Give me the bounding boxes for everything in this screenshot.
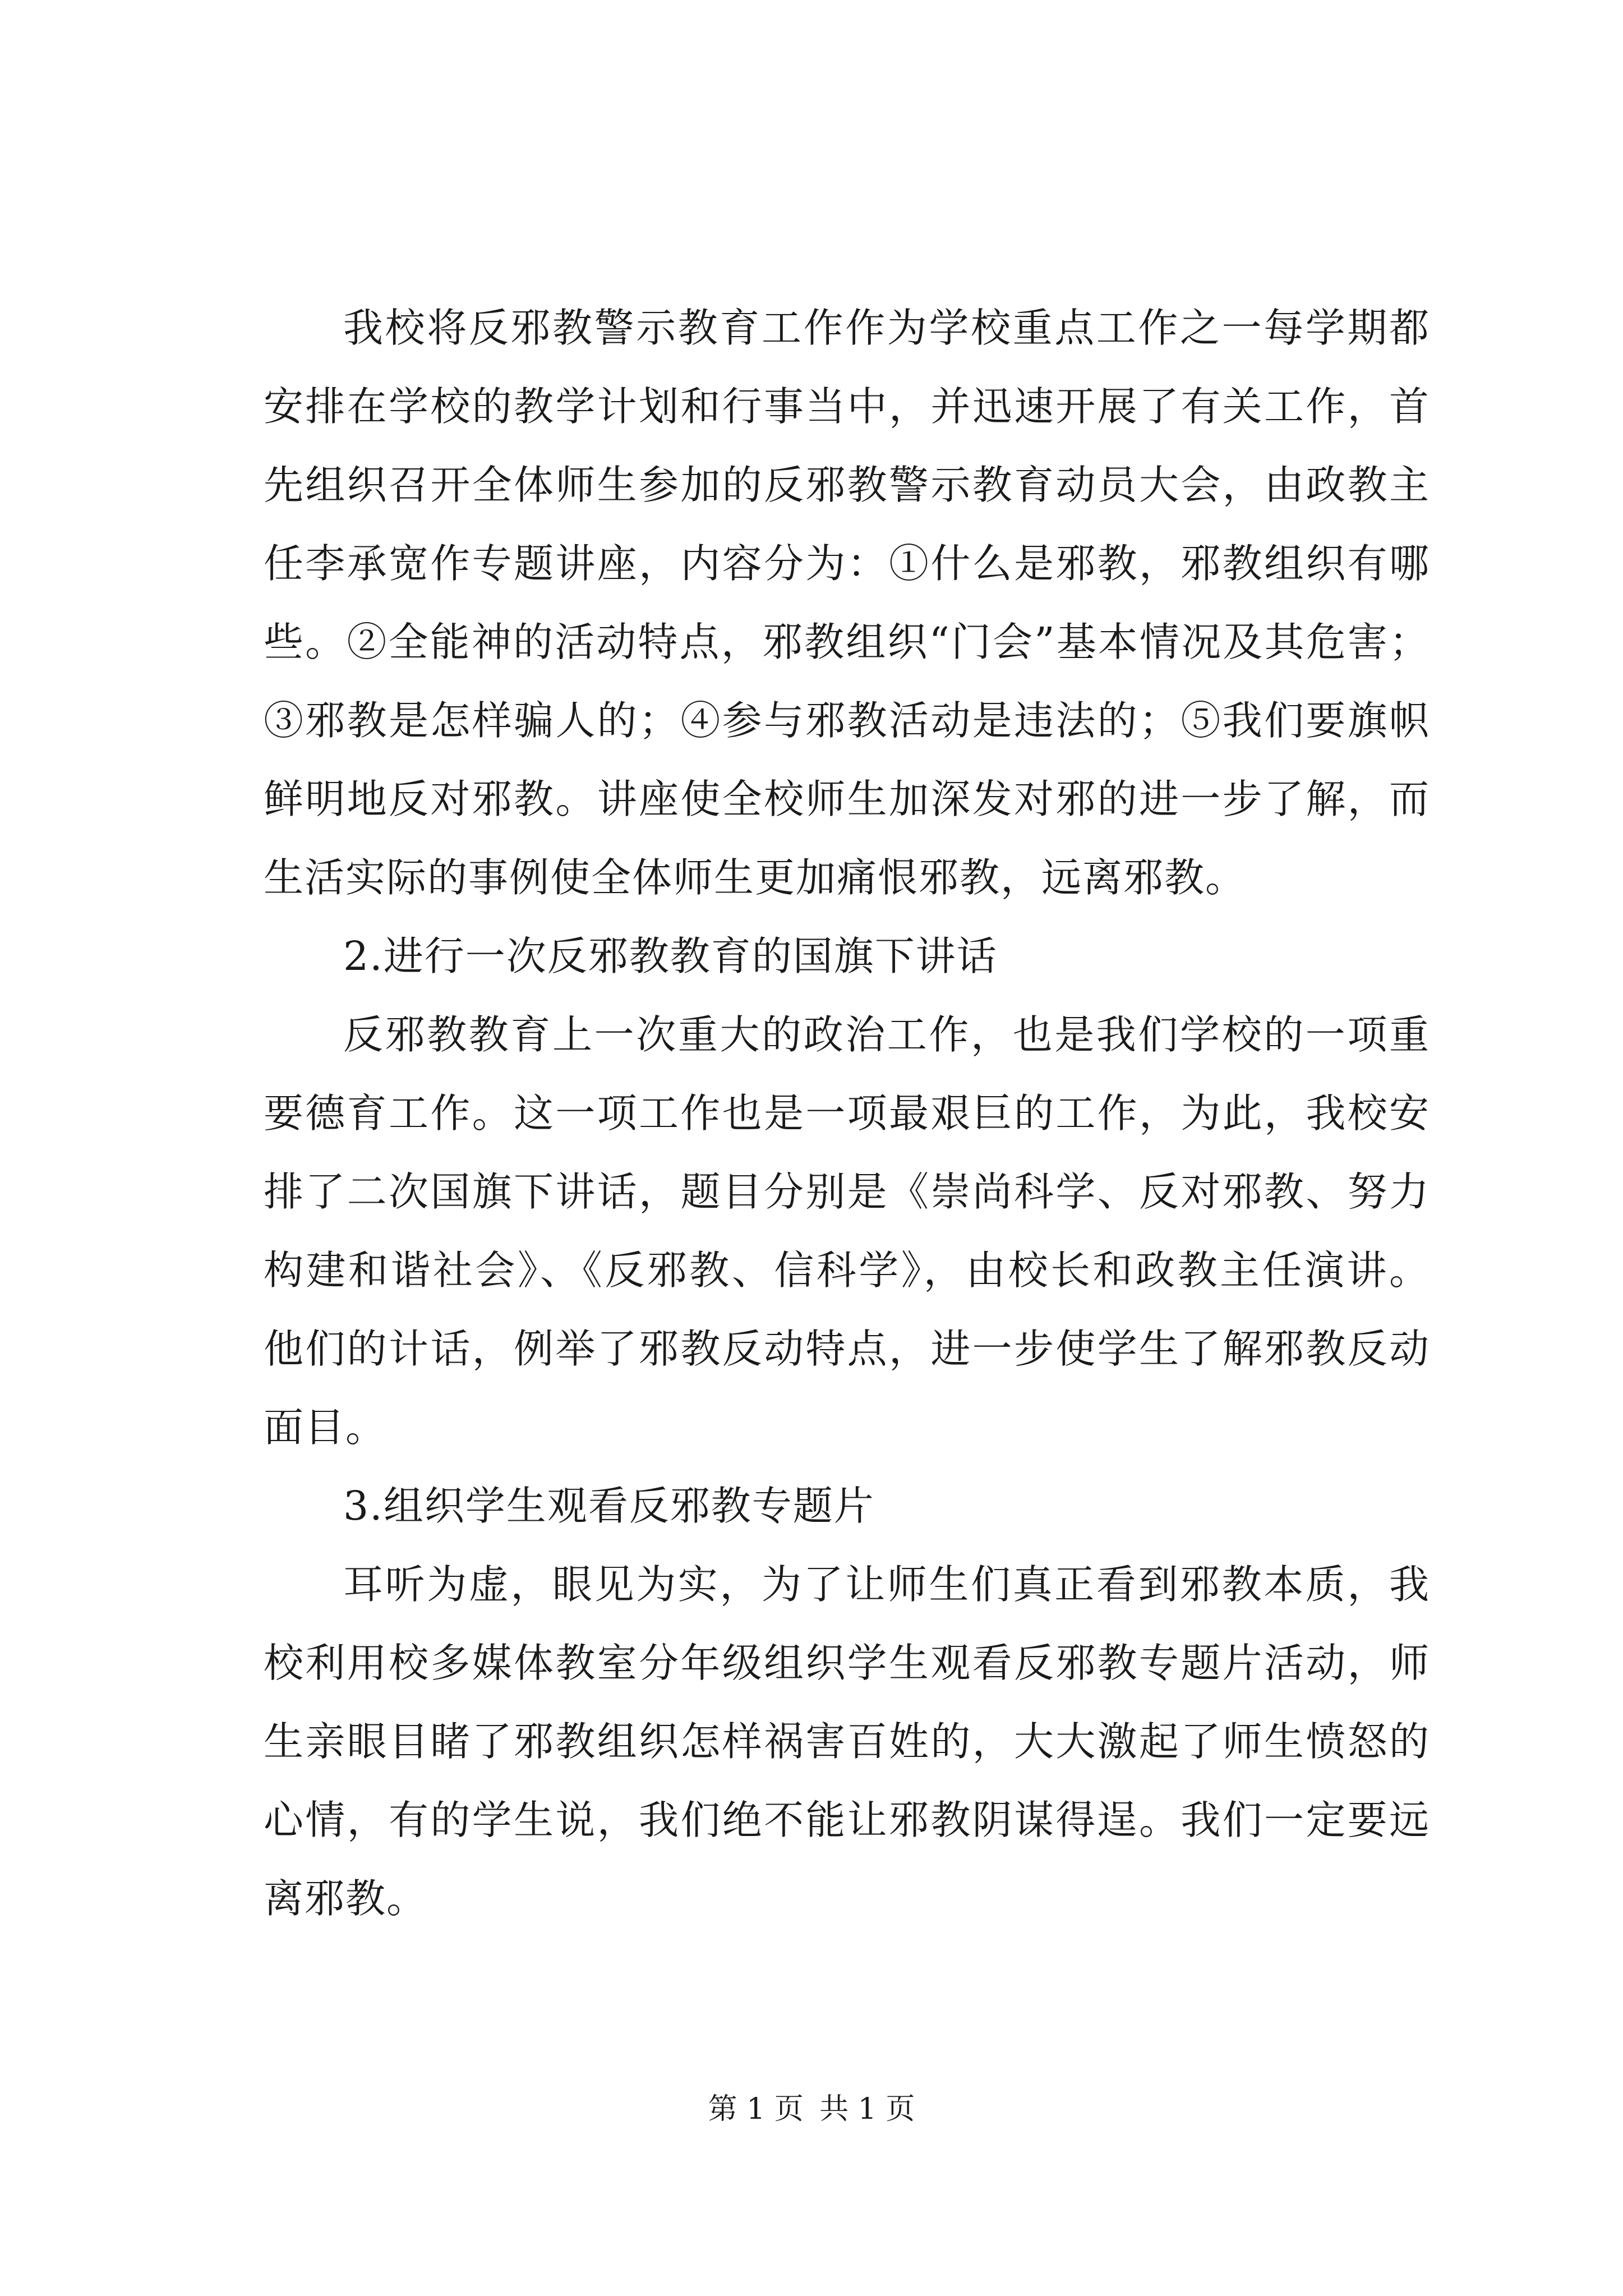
paragraph-intro: 我校将反邪教警示教育工作作为学校重点工作之一每学期都安排在学校的教学计划和行事当中，并迅速开展了有关工作，首先组织召开全体师生参加的反邪教警示教育动员大会，由政教主任李承宽作专题讲座，内容分为：①什么是邪教，邪教组织有哪些。②全能神的活动特点，邪教组织“门会”基本情况及其危害；③邪教是怎样骗人的；④参与邪教活动是违法的；⑤我们要旗帜鲜明地反对邪教。讲座使全校师生加深发对邪的进一步了解，而生活实际的事例使全体师生更加痛恨邪教，远离邪教。 (264, 305, 1430, 901)
page-number: 第 1 页 (708, 2092, 804, 2126)
page-footer (0, 2090, 1623, 2129)
paragraph-documentary: 耳听为虚，眼见为实，为了让师生们真正看到邪教本质，我校利用校多媒体教室分年级组织学生观看反邪教专题片活动，师生亲眼目睹了邪教组织怎样祸害百姓的，大大激起了师生愤怒的心情，有的学生说，我们绝不能让邪教阴谋得逞。我们一定要远离邪教。 (264, 1561, 1430, 1922)
document-body (264, 289, 1430, 1938)
paragraph-flag-speech: 反邪教教育上一次重大的政治工作，也是我们学校的一项重要德育工作。这一项工作也是一项最艰巨的工作，为此，我校安排了二次国旗下讲话，题目分别是《崇尚科学、反对邪教、努力构建和谐社会》、《反邪教、信科学》，由校长和政教主任演讲。他们的计话，例举了邪教反动特点，进一步使学生了解邪教反动面目。 (264, 1011, 1430, 1451)
page-total: 共 1 页 (819, 2092, 915, 2126)
section-heading-2: 2.进行一次反邪教教育的国旗下讲话 (343, 933, 998, 979)
section-heading-3: 3.组织学生观看反邪教专题片 (343, 1483, 875, 1529)
